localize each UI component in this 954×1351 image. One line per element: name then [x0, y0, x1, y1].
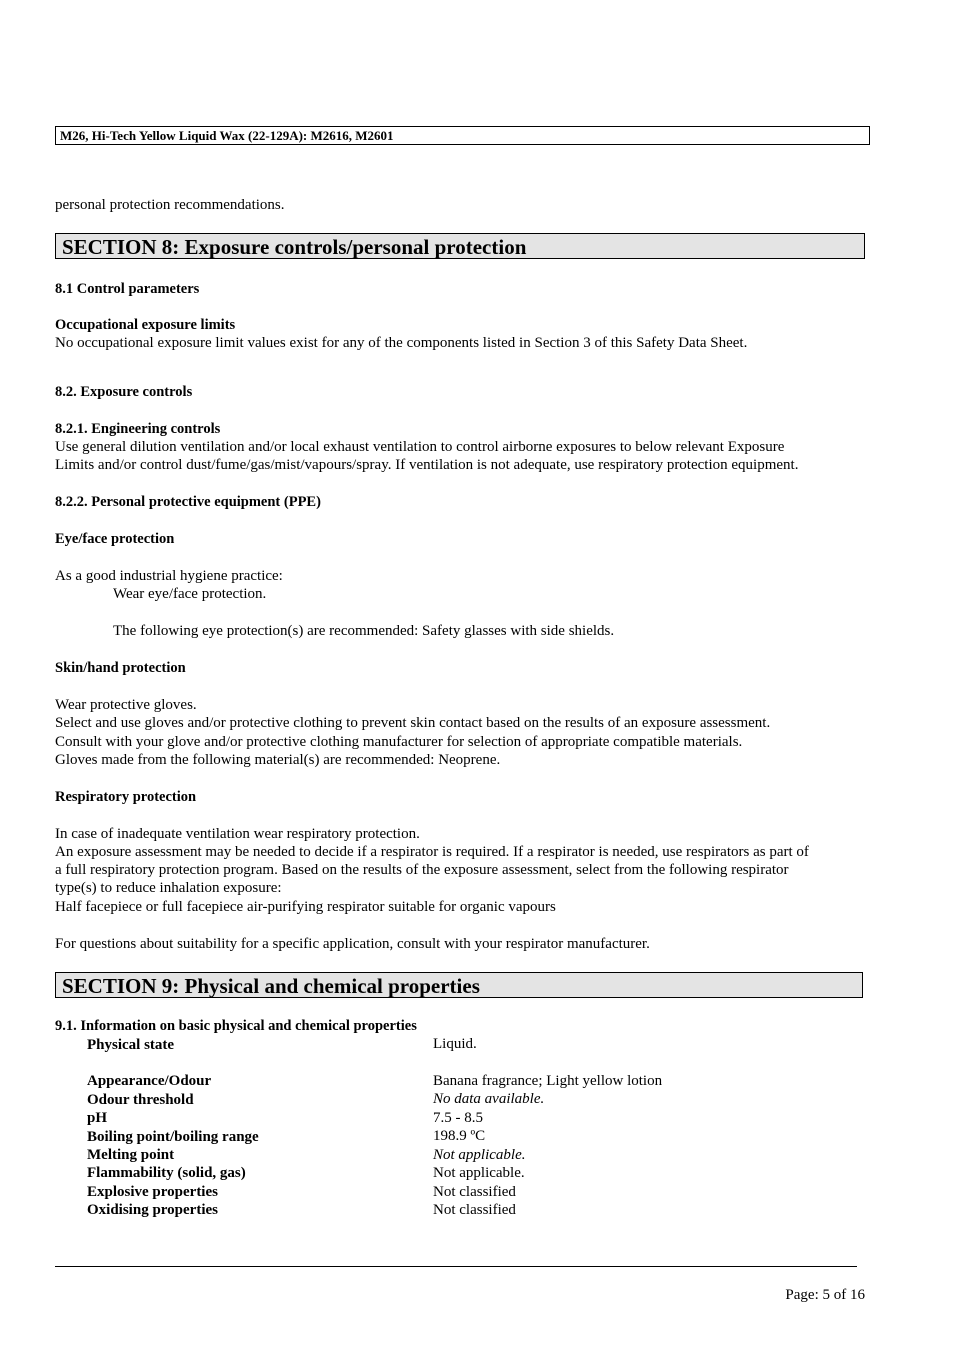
skin-text-line-1: Wear protective gloves. [55, 697, 197, 713]
property-value: Banana fragrance; Light yellow lotion [433, 1073, 663, 1089]
section-9-title: SECTION 9: Physical and chemical properties [55, 972, 863, 998]
footer-divider [55, 1266, 857, 1267]
eye-protection-heading: Eye/face protection [55, 531, 175, 547]
ppe-heading: 8.2.2. Personal protective equipment (PPE) [55, 494, 321, 510]
control-parameters-heading: 8.1 Control parameters [55, 281, 200, 297]
resp-text-line-5: Half facepiece or full facepiece air-purifying respirator suitable for organic vapours [55, 899, 556, 915]
resp-text-line-2: An exposure assessment may be needed to decide if a respirator is required. If a respirator is needed, use respirators as part of [55, 844, 809, 860]
basic-properties-heading: 9.1. Information on basic physical and chemical properties [55, 1018, 417, 1034]
property-label: pH [87, 1110, 108, 1126]
property-value: No data available. [433, 1091, 545, 1107]
property-label: Explosive properties [87, 1184, 218, 1200]
intro-line: personal protection recommendations. [55, 197, 285, 213]
document-header: M26, Hi-Tech Yellow Liquid Wax (22-129A): M2616, M2601 [55, 126, 870, 145]
skin-text-line-2: Select and use gloves and/or protective clothing to prevent skin contact based on the results of an exposure assessment. [55, 715, 771, 731]
property-value: Not applicable. [433, 1147, 526, 1163]
resp-text-line-4: type(s) to reduce inhalation exposure: [55, 880, 282, 896]
skin-protection-heading: Skin/hand protection [55, 660, 186, 676]
eye-text-line-3: The following eye protection(s) are recommended: Safety glasses with side shields. [113, 623, 615, 639]
property-label: Flammability (solid, gas) [87, 1165, 246, 1181]
property-value: 198.9 ºC [433, 1128, 486, 1144]
property-value: Not classified [433, 1184, 516, 1200]
resp-text-line-1: In case of inadequate ventilation wear respiratory protection. [55, 826, 420, 842]
section-8-title: SECTION 8: Exposure controls/personal protection [55, 233, 865, 259]
property-value: Not applicable. [433, 1165, 525, 1181]
engineering-text-line-2: Limits and/or control dust/fume/gas/mist/vapours/spray. If ventilation is not adequate, use respiratory protection equipment. [55, 457, 799, 473]
property-value: 7.5 - 8.5 [433, 1110, 483, 1126]
engineering-text-line-1: Use general dilution ventilation and/or local exhaust ventilation to control airborne exposures to below relevant Exposure [55, 439, 785, 455]
page-number: Page: 5 of 16 [785, 1287, 865, 1303]
skin-text-line-4: Gloves made from the following material(s) are recommended: Neoprene. [55, 752, 501, 768]
exposure-controls-heading: 8.2. Exposure controls [55, 384, 193, 400]
property-label: Physical state [87, 1037, 175, 1053]
property-label: Melting point [87, 1147, 175, 1163]
property-value: Liquid. [433, 1036, 477, 1052]
eye-text-line-1: As a good industrial hygiene practice: [55, 568, 283, 584]
property-label: Oxidising properties [87, 1202, 218, 1218]
oel-heading: Occupational exposure limits [55, 317, 236, 333]
property-value: Not classified [433, 1202, 516, 1218]
property-label: Appearance/Odour [87, 1073, 212, 1089]
engineering-controls-heading: 8.2.1. Engineering controls [55, 421, 221, 437]
skin-text-line-3: Consult with your glove and/or protective clothing manufacturer for selection of appropriate compatible materials. [55, 734, 743, 750]
oel-text: No occupational exposure limit values exist for any of the components listed in Section 3 of this Safety Data Sheet. [55, 335, 748, 351]
eye-text-line-2: Wear eye/face protection. [113, 586, 267, 602]
property-label: Odour threshold [87, 1092, 194, 1108]
resp-text-line-6: For questions about suitability for a specific application, consult with your respirator manufacturer. [55, 936, 650, 952]
respiratory-protection-heading: Respiratory protection [55, 789, 197, 805]
property-label: Boiling point/boiling range [87, 1129, 259, 1145]
resp-text-line-3: a full respiratory protection program. Based on the results of the exposure assessment, select from the following respirator [55, 862, 789, 878]
